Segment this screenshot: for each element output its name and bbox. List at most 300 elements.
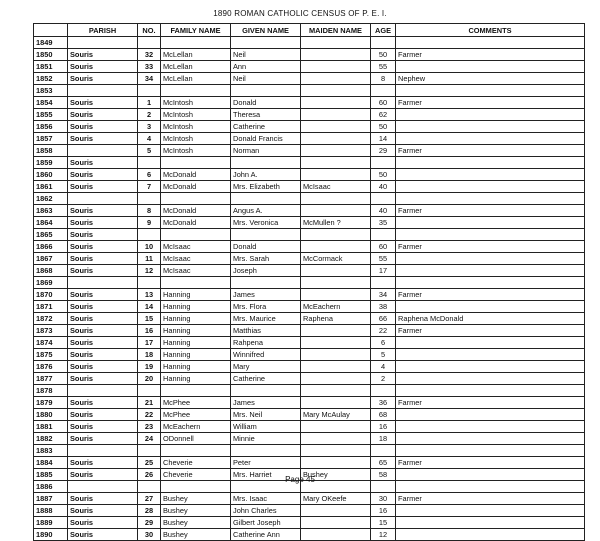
table-row <box>34 529 585 541</box>
parish-cell: Souris <box>68 349 138 361</box>
row-number-cell: 1860 <box>34 169 68 181</box>
age-cell: 58 <box>371 469 396 481</box>
given-name-cell: Catherine Ann <box>231 529 301 541</box>
age-cell: 4 <box>371 361 396 373</box>
table-row <box>34 505 585 517</box>
age-cell: 66 <box>371 313 396 325</box>
maiden-name-cell: Bushey <box>301 469 371 481</box>
age-cell: 29 <box>371 145 396 157</box>
comments-cell <box>396 361 585 373</box>
row-number-cell: 1886 <box>34 481 68 493</box>
row-number-cell: 1885 <box>34 469 68 481</box>
maiden-name-cell <box>301 529 371 541</box>
family-name-cell: McDonald <box>161 205 231 217</box>
table-row <box>34 373 585 385</box>
age-cell <box>371 229 396 241</box>
comments-cell <box>396 529 585 541</box>
no-cell: 32 <box>138 49 161 61</box>
row-number-cell: 1855 <box>34 109 68 121</box>
age-cell <box>371 277 396 289</box>
maiden-name-cell <box>301 373 371 385</box>
family-name-cell: Hanning <box>161 373 231 385</box>
no-cell: 21 <box>138 397 161 409</box>
given-name-cell: Mrs. Veronica <box>231 217 301 229</box>
table-row <box>34 325 585 337</box>
age-cell: 5 <box>371 349 396 361</box>
table-row <box>34 49 585 61</box>
maiden-name-cell <box>301 157 371 169</box>
comments-cell: Raphena McDonald <box>396 313 585 325</box>
header-row <box>34 24 585 37</box>
row-number-cell: 1856 <box>34 121 68 133</box>
no-cell <box>138 445 161 457</box>
row-number-cell: 1854 <box>34 97 68 109</box>
maiden-name-cell <box>301 277 371 289</box>
parish-cell: Souris <box>68 121 138 133</box>
table-row <box>34 433 585 445</box>
family-name-cell: Hanning <box>161 313 231 325</box>
maiden-name-cell <box>301 169 371 181</box>
row-number-cell: 1871 <box>34 301 68 313</box>
row-number-cell: 1865 <box>34 229 68 241</box>
given-name-cell: Ann <box>231 61 301 73</box>
parish-cell: Souris <box>68 433 138 445</box>
comments-cell <box>396 277 585 289</box>
given-name-cell <box>231 85 301 97</box>
given-name-cell: Mrs. Flora <box>231 301 301 313</box>
family-name-cell <box>161 385 231 397</box>
comments-cell <box>396 301 585 313</box>
family-name-cell <box>161 193 231 205</box>
table-row <box>34 493 585 505</box>
age-cell: 40 <box>371 205 396 217</box>
age-cell <box>371 85 396 97</box>
no-cell: 9 <box>138 217 161 229</box>
age-cell: 30 <box>371 493 396 505</box>
maiden-name-cell <box>301 349 371 361</box>
family-name-cell: McPhee <box>161 397 231 409</box>
row-number-cell: 1866 <box>34 241 68 253</box>
age-cell: 50 <box>371 49 396 61</box>
comments-cell <box>396 37 585 49</box>
parish-cell <box>68 85 138 97</box>
given-name-cell <box>231 157 301 169</box>
family-name-cell: McDonald <box>161 217 231 229</box>
maiden-name-cell: McMullen ? <box>301 217 371 229</box>
family-name-cell: ODonnell <box>161 433 231 445</box>
family-name-cell: Bushey <box>161 517 231 529</box>
comments-cell: Farmer <box>396 205 585 217</box>
age-cell: 50 <box>371 121 396 133</box>
maiden-name-cell <box>301 85 371 97</box>
comments-cell <box>396 517 585 529</box>
family-name-cell: McIntosh <box>161 121 231 133</box>
maiden-name-cell <box>301 73 371 85</box>
parish-cell: Souris <box>68 505 138 517</box>
parish-cell <box>68 145 138 157</box>
no-cell: 10 <box>138 241 161 253</box>
row-number-cell: 1882 <box>34 433 68 445</box>
header-maiden-name: MAIDEN NAME <box>301 24 371 37</box>
maiden-name-cell <box>301 109 371 121</box>
table-row <box>34 61 585 73</box>
table-row <box>34 133 585 145</box>
row-number-cell: 1889 <box>34 517 68 529</box>
family-name-cell: Bushey <box>161 529 231 541</box>
family-name-cell: McIntosh <box>161 145 231 157</box>
given-name-cell: Mrs. Harriet <box>231 469 301 481</box>
row-number-cell: 1880 <box>34 409 68 421</box>
maiden-name-cell <box>301 97 371 109</box>
header-comments: COMMENTS <box>396 24 585 37</box>
parish-cell: Souris <box>68 49 138 61</box>
parish-cell: Souris <box>68 289 138 301</box>
age-cell <box>371 193 396 205</box>
table-row <box>34 109 585 121</box>
parish-cell <box>68 37 138 49</box>
table-row <box>34 229 585 241</box>
table-row <box>34 121 585 133</box>
table-row <box>34 181 585 193</box>
maiden-name-cell <box>301 289 371 301</box>
row-number-cell: 1888 <box>34 505 68 517</box>
table-row <box>34 445 585 457</box>
table-row <box>34 217 585 229</box>
comments-cell: Farmer <box>396 145 585 157</box>
comments-cell <box>396 85 585 97</box>
maiden-name-cell <box>301 121 371 133</box>
given-name-cell <box>231 445 301 457</box>
no-cell: 12 <box>138 265 161 277</box>
parish-cell: Souris <box>68 97 138 109</box>
age-cell: 60 <box>371 97 396 109</box>
age-cell <box>371 37 396 49</box>
age-cell: 68 <box>371 409 396 421</box>
table-row <box>34 277 585 289</box>
no-cell: 29 <box>138 517 161 529</box>
parish-cell: Souris <box>68 469 138 481</box>
family-name-cell: Hanning <box>161 325 231 337</box>
no-cell: 28 <box>138 505 161 517</box>
maiden-name-cell <box>301 361 371 373</box>
age-cell: 17 <box>371 265 396 277</box>
comments-cell: Farmer <box>396 49 585 61</box>
parish-cell: Souris <box>68 205 138 217</box>
page-title: 1890 ROMAN CATHOLIC CENSUS OF P. E. I. <box>213 9 387 18</box>
table-row <box>34 241 585 253</box>
row-number-cell: 1890 <box>34 529 68 541</box>
parish-cell: Souris <box>68 61 138 73</box>
comments-cell <box>396 217 585 229</box>
given-name-cell: Donald <box>231 241 301 253</box>
age-cell: 14 <box>371 133 396 145</box>
parish-cell: Souris <box>68 157 138 169</box>
comments-cell <box>396 109 585 121</box>
parish-cell: Souris <box>68 397 138 409</box>
age-cell <box>371 385 396 397</box>
family-name-cell: McIntosh <box>161 97 231 109</box>
parish-cell <box>68 277 138 289</box>
table-row <box>34 301 585 313</box>
maiden-name-cell: McEachern <box>301 301 371 313</box>
parish-cell: Souris <box>68 301 138 313</box>
age-cell: 34 <box>371 289 396 301</box>
age-cell: 18 <box>371 433 396 445</box>
no-cell: 24 <box>138 433 161 445</box>
row-number-cell: 1863 <box>34 205 68 217</box>
header-parish: PARISH <box>68 24 138 37</box>
page-number: Page 45 <box>285 475 315 484</box>
table-row <box>34 457 585 469</box>
family-name-cell: McIsaac <box>161 265 231 277</box>
age-cell: 15 <box>371 517 396 529</box>
row-number-cell: 1883 <box>34 445 68 457</box>
maiden-name-cell <box>301 421 371 433</box>
no-cell <box>138 385 161 397</box>
given-name-cell: Mrs. Sarah <box>231 253 301 265</box>
comments-cell <box>396 409 585 421</box>
comments-cell <box>396 505 585 517</box>
comments-cell <box>396 385 585 397</box>
parish-cell: Souris <box>68 241 138 253</box>
table-row <box>34 349 585 361</box>
no-cell: 6 <box>138 169 161 181</box>
family-name-cell: McLellan <box>161 73 231 85</box>
family-name-cell: Hanning <box>161 361 231 373</box>
age-cell: 50 <box>371 169 396 181</box>
parish-cell: Souris <box>68 229 138 241</box>
no-cell <box>138 157 161 169</box>
maiden-name-cell <box>301 61 371 73</box>
family-name-cell: Hanning <box>161 349 231 361</box>
age-cell: 40 <box>371 181 396 193</box>
given-name-cell: Rahpena <box>231 337 301 349</box>
given-name-cell: Catherine <box>231 373 301 385</box>
no-cell: 22 <box>138 409 161 421</box>
comments-cell <box>396 229 585 241</box>
comments-cell <box>396 349 585 361</box>
parish-cell: Souris <box>68 493 138 505</box>
given-name-cell: Theresa <box>231 109 301 121</box>
given-name-cell: Mrs. Neil <box>231 409 301 421</box>
no-cell: 14 <box>138 301 161 313</box>
age-cell: 2 <box>371 373 396 385</box>
comments-cell: Farmer <box>396 97 585 109</box>
parish-cell: Souris <box>68 325 138 337</box>
comments-cell <box>396 133 585 145</box>
family-name-cell: McDonald <box>161 169 231 181</box>
comments-cell <box>396 337 585 349</box>
row-number-cell: 1870 <box>34 289 68 301</box>
header-row-number <box>34 24 68 37</box>
maiden-name-cell <box>301 433 371 445</box>
age-cell: 62 <box>371 109 396 121</box>
given-name-cell: Mrs. Isaac <box>231 493 301 505</box>
maiden-name-cell <box>301 241 371 253</box>
age-cell: 6 <box>371 337 396 349</box>
row-number-cell: 1877 <box>34 373 68 385</box>
header-age: AGE <box>371 24 396 37</box>
no-cell: 2 <box>138 109 161 121</box>
row-number-cell: 1850 <box>34 49 68 61</box>
age-cell: 36 <box>371 397 396 409</box>
parish-cell: Souris <box>68 265 138 277</box>
family-name-cell <box>161 157 231 169</box>
maiden-name-cell <box>301 397 371 409</box>
comments-cell: Farmer <box>396 325 585 337</box>
maiden-name-cell <box>301 445 371 457</box>
comments-cell: Farmer <box>396 457 585 469</box>
row-number-cell: 1884 <box>34 457 68 469</box>
family-name-cell: Cheverie <box>161 469 231 481</box>
row-number-cell: 1849 <box>34 37 68 49</box>
row-number-cell: 1852 <box>34 73 68 85</box>
comments-cell <box>396 181 585 193</box>
given-name-cell: Winnifred <box>231 349 301 361</box>
parish-cell: Souris <box>68 253 138 265</box>
no-cell <box>138 193 161 205</box>
table-row <box>34 157 585 169</box>
given-name-cell: Peter <box>231 457 301 469</box>
comments-cell <box>396 373 585 385</box>
given-name-cell <box>231 385 301 397</box>
row-number-cell: 1874 <box>34 337 68 349</box>
parish-cell <box>68 193 138 205</box>
family-name-cell <box>161 85 231 97</box>
row-number-cell: 1873 <box>34 325 68 337</box>
given-name-cell: Neil <box>231 49 301 61</box>
given-name-cell: John A. <box>231 169 301 181</box>
comments-cell <box>396 193 585 205</box>
parish-cell: Souris <box>68 73 138 85</box>
given-name-cell: Mary <box>231 361 301 373</box>
row-number-cell: 1881 <box>34 421 68 433</box>
comments-cell <box>396 421 585 433</box>
row-number-cell: 1875 <box>34 349 68 361</box>
table-row <box>34 361 585 373</box>
family-name-cell: Bushey <box>161 493 231 505</box>
maiden-name-cell: Mary McAulay <box>301 409 371 421</box>
row-number-cell: 1876 <box>34 361 68 373</box>
no-cell <box>138 229 161 241</box>
no-cell: 18 <box>138 349 161 361</box>
table-row <box>34 385 585 397</box>
age-cell: 38 <box>371 301 396 313</box>
row-number-cell: 1869 <box>34 277 68 289</box>
table-row <box>34 313 585 325</box>
given-name-cell: James <box>231 289 301 301</box>
parish-cell: Souris <box>68 457 138 469</box>
given-name-cell: Angus A. <box>231 205 301 217</box>
maiden-name-cell <box>301 385 371 397</box>
no-cell <box>138 277 161 289</box>
table-row <box>34 397 585 409</box>
table-row <box>34 517 585 529</box>
no-cell: 1 <box>138 97 161 109</box>
row-number-cell: 1868 <box>34 265 68 277</box>
parish-cell: Souris <box>68 409 138 421</box>
no-cell: 23 <box>138 421 161 433</box>
no-cell: 30 <box>138 529 161 541</box>
given-name-cell <box>231 193 301 205</box>
parish-cell: Souris <box>68 517 138 529</box>
table-row <box>34 409 585 421</box>
age-cell: 12 <box>371 529 396 541</box>
given-name-cell: Donald Francis <box>231 133 301 145</box>
comments-cell <box>396 253 585 265</box>
row-number-cell: 1853 <box>34 85 68 97</box>
comments-cell <box>396 121 585 133</box>
maiden-name-cell <box>301 205 371 217</box>
maiden-name-cell <box>301 145 371 157</box>
maiden-name-cell: McIsaac <box>301 181 371 193</box>
age-cell: 55 <box>371 253 396 265</box>
no-cell: 15 <box>138 313 161 325</box>
parish-cell <box>68 445 138 457</box>
row-number-cell: 1864 <box>34 217 68 229</box>
comments-cell <box>396 445 585 457</box>
table-row <box>34 37 585 49</box>
family-name-cell <box>161 37 231 49</box>
no-cell: 8 <box>138 205 161 217</box>
no-cell: 34 <box>138 73 161 85</box>
family-name-cell: McIntosh <box>161 133 231 145</box>
maiden-name-cell: McCormack <box>301 253 371 265</box>
family-name-cell <box>161 277 231 289</box>
comments-cell <box>396 433 585 445</box>
maiden-name-cell <box>301 133 371 145</box>
table-row <box>34 265 585 277</box>
table-row <box>34 145 585 157</box>
given-name-cell <box>231 277 301 289</box>
maiden-name-cell <box>301 37 371 49</box>
comments-cell: Farmer <box>396 289 585 301</box>
parish-cell: Souris <box>68 529 138 541</box>
row-number-cell: 1858 <box>34 145 68 157</box>
census-table <box>33 23 585 541</box>
parish-cell: Souris <box>68 313 138 325</box>
age-cell <box>371 445 396 457</box>
no-cell: 4 <box>138 133 161 145</box>
given-name-cell: Neil <box>231 73 301 85</box>
given-name-cell <box>231 37 301 49</box>
parish-cell: Souris <box>68 181 138 193</box>
given-name-cell: Catherine <box>231 121 301 133</box>
header-no: NO. <box>138 24 161 37</box>
given-name-cell: Matthias <box>231 325 301 337</box>
no-cell: 16 <box>138 325 161 337</box>
given-name-cell <box>231 229 301 241</box>
no-cell: 11 <box>138 253 161 265</box>
table-row <box>34 169 585 181</box>
given-name-cell: Norman <box>231 145 301 157</box>
no-cell: 5 <box>138 145 161 157</box>
comments-cell: Farmer <box>396 397 585 409</box>
family-name-cell: McDonald <box>161 181 231 193</box>
age-cell: 22 <box>371 325 396 337</box>
age-cell <box>371 157 396 169</box>
family-name-cell: Hanning <box>161 301 231 313</box>
family-name-cell: Hanning <box>161 337 231 349</box>
comments-cell <box>396 61 585 73</box>
comments-cell: Farmer <box>396 241 585 253</box>
parish-cell: Souris <box>68 373 138 385</box>
no-cell <box>138 37 161 49</box>
maiden-name-cell <box>301 325 371 337</box>
maiden-name-cell <box>301 505 371 517</box>
row-number-cell: 1872 <box>34 313 68 325</box>
no-cell: 25 <box>138 457 161 469</box>
